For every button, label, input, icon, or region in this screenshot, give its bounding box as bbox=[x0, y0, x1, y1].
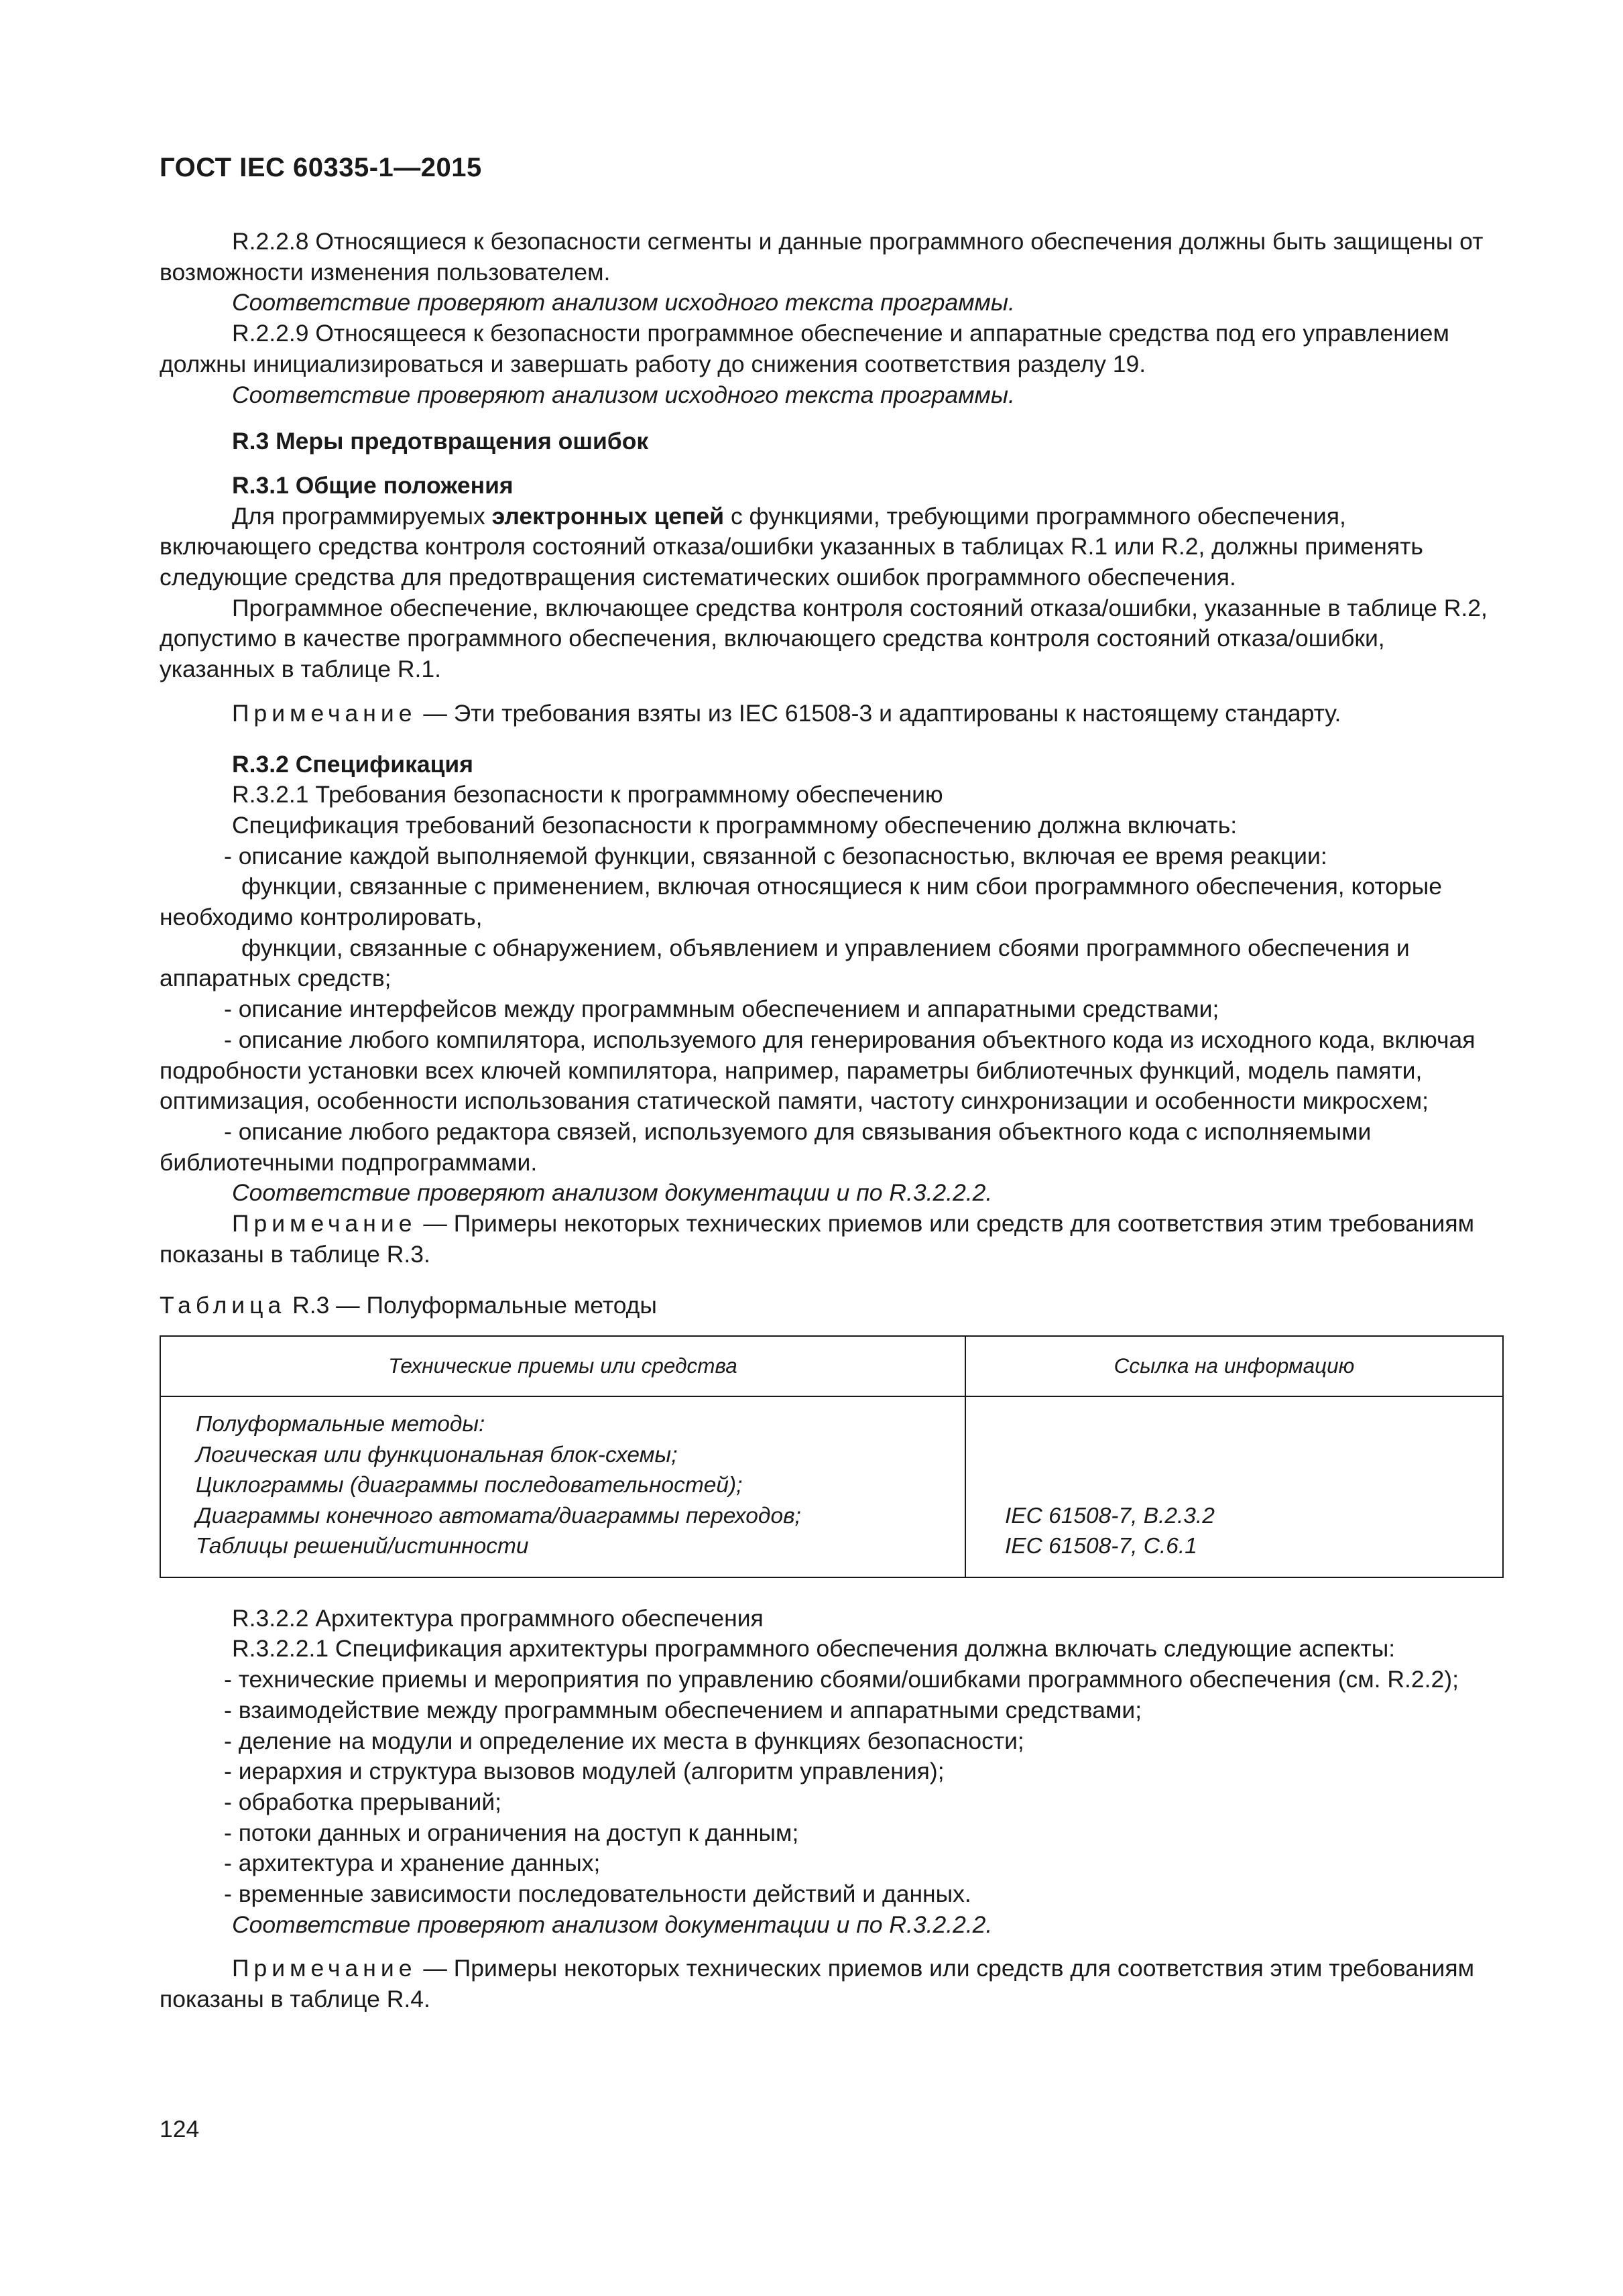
note-2 bbox=[160, 1209, 1504, 1270]
table-row bbox=[160, 1396, 1503, 1577]
paragraph-r3-2-2: R.3.2.2 Архитектура программного обеспечения bbox=[232, 1604, 764, 1632]
list-item: - обработка прерываний; bbox=[224, 1788, 502, 1815]
defined-term: электронных цепей bbox=[491, 502, 725, 530]
subsection-heading-r3-1: R.3.1 Общие положения bbox=[232, 471, 514, 499]
table-cell-reference bbox=[965, 1396, 1503, 1577]
list-item: - иерархия и структура вызовов модулей (алгоритм управления); bbox=[224, 1758, 945, 1785]
cell-line: IEC 61508-7, C.6.1 bbox=[1005, 1534, 1197, 1559]
list-item: - описание любого редактора связей, используемого для связывания объектного кода с исполняемыми библиотечными подпрограммами. bbox=[160, 1117, 1372, 1176]
paragraph-r2-2-8: R.2.2.8 Относящиеся к безопасности сегменты и данные программного обеспечения должны быть защищены от возможности изменения пользователем. bbox=[160, 228, 1484, 286]
paragraph-general-provisions bbox=[160, 501, 1504, 593]
list-item: - взаимодействие между программным обеспечением и аппаратными средствами; bbox=[224, 1696, 1142, 1724]
cell-line: Таблицы решений/истинности bbox=[196, 1534, 529, 1559]
table-cell-techniques bbox=[160, 1396, 965, 1577]
cell-line: Полуформальные методы: bbox=[196, 1412, 485, 1437]
list-item: - архитектура и хранение данных; bbox=[224, 1850, 601, 1877]
paragraph-r2-2-9: R.2.2.9 Относящееся к безопасности программное обеспечение и аппаратные средства под его управлением должны инициализироваться и завершать работу до снижения соответствия разделу 19. bbox=[160, 320, 1449, 377]
compliance-check-1: Соответствие проверяют анализом исходного текста программы. bbox=[232, 289, 1015, 316]
compliance-check-3: Соответствие проверяют анализом документации и по R.3.2.2.2. bbox=[232, 1179, 993, 1207]
cell-line: Логическая или функциональная блок-схемы; bbox=[196, 1442, 678, 1467]
note-1 bbox=[160, 699, 1504, 729]
dash-bullet: - bbox=[224, 1696, 239, 1724]
page-number: 124 bbox=[160, 2116, 200, 2142]
list-item: - временные зависимости последовательности действий и данных. bbox=[224, 1880, 971, 1908]
list-item: - описание любого компилятора, используемого для генерирования объектного кода из исходного кода, включая подробности установки всех ключей компилятора, например, параметры библиотечных функций, модель памяти, оптимизация, особенности использования статической памяти, частоту синхронизации и особенности микросхем; bbox=[160, 1026, 1476, 1115]
subsection-heading-r3-2: R.3.2 Спецификация bbox=[232, 750, 473, 778]
dash-bullet: - bbox=[224, 1788, 239, 1815]
dash-bullet: - bbox=[224, 1666, 239, 1693]
list-item: - описание интерфейсов между программным обеспечением и аппаратными средствами; bbox=[224, 995, 1219, 1023]
dash-bullet: - bbox=[224, 1880, 239, 1908]
cell-line: Диаграммы конечного автомата/диаграммы переходов; bbox=[196, 1503, 801, 1528]
paragraph-software-r2: Программное обеспечение, включающее средства контроля состояний отказа/ошибки, указанные в таблице R.2, допустимо в качестве программного обеспечения, включающего средства контроля состояний отказа/ошибки, указанных в таблице R.1. bbox=[160, 594, 1488, 683]
compliance-check-4: Соответствие проверяют анализом документации и по R.3.2.2.2. bbox=[232, 1911, 993, 1938]
note-label: Примечание bbox=[232, 699, 417, 727]
paragraph-spec-requirements: Спецификация требований безопасности к программному обеспечению должна включать: bbox=[232, 811, 1238, 839]
dash-bullet: - bbox=[224, 995, 239, 1023]
dash-bullet: - bbox=[224, 1850, 239, 1877]
cell-line: IEC 61508-7, B.2.3.2 bbox=[1005, 1503, 1215, 1528]
note-label: Примечание bbox=[232, 1955, 417, 1982]
cell-line bbox=[1005, 1440, 1502, 1471]
paragraph-r3-2-2-1: R.3.2.2.1 Спецификация архитектуры программного обеспечения должна включать следующие аспекты: bbox=[232, 1635, 1396, 1663]
note-text: — Эти требования взяты из IEC 61508-3 и адаптированы к настоящему стандарту. bbox=[416, 699, 1341, 727]
dash-bullet: - bbox=[224, 1117, 239, 1145]
list-item: - потоки данных и ограничения на доступ к данным; bbox=[224, 1819, 799, 1846]
note-text: — Примеры некоторых технических приемов или средств для соответствия этим требованиям показаны в таблице R.3. bbox=[160, 1210, 1474, 1268]
document-header: ГОСТ IEC 60335-1—2015 bbox=[160, 153, 482, 182]
note-label: Примечание bbox=[232, 1210, 417, 1237]
note-text: — Примеры некоторых технических приемов или средств для соответствия этим требованиям показаны в таблице R.4. bbox=[160, 1955, 1474, 2013]
cell-line: Циклограммы (диаграммы последовательностей); bbox=[196, 1473, 743, 1498]
note-3 bbox=[160, 1953, 1504, 2014]
compliance-check-2: Соответствие проверяют анализом исходного текста программы. bbox=[232, 381, 1015, 408]
dash-bullet: - bbox=[224, 1026, 239, 1053]
cell-line bbox=[1005, 1409, 1502, 1440]
paragraph-text-end: с функциями, требующими программного обеспечения, включающего средства контроля состояний отказа/ошибки указанных в таблицах R.1 или R.2, должны применять следующие средства для предотвращения систематических ошибок программного обеспечения. bbox=[160, 502, 1423, 591]
list-subitem: функции, связанные с применением, включая относящиеся к ним сбои программного обеспечения, которые необходимо контролировать, bbox=[160, 873, 1443, 931]
table-caption-text: R.3 — Полуформальные методы bbox=[286, 1291, 657, 1319]
dash-bullet: - bbox=[224, 1727, 239, 1754]
column-header-techniques: Технические приемы или средства bbox=[160, 1336, 965, 1396]
cell-line bbox=[1005, 1470, 1502, 1501]
table-caption-label: Таблица bbox=[160, 1291, 286, 1319]
document-body bbox=[160, 227, 1504, 2015]
architecture-aspects-list bbox=[160, 1665, 1504, 1910]
dash-bullet: - bbox=[224, 1819, 239, 1846]
table-caption bbox=[160, 1290, 1504, 1321]
paragraph-text-start: Для программируемых bbox=[232, 502, 492, 530]
list-item: - деление на модули и определение их места в функциях безопасности; bbox=[224, 1727, 1024, 1754]
table-r3 bbox=[160, 1335, 1504, 1578]
list-item: - описание каждой выполняемой функции, связанной с безопасностью, включая ее время реакции: bbox=[224, 842, 1327, 869]
dash-bullet: - bbox=[224, 842, 239, 869]
table-header-row bbox=[160, 1336, 1503, 1396]
paragraph-r3-2-1: R.3.2.1 Требования безопасности к программному обеспечению bbox=[232, 781, 943, 808]
list-item: - технические приемы и мероприятия по управлению сбоями/ошибками программного обеспечения (см. R.2.2); bbox=[224, 1666, 1459, 1693]
section-heading-r3: R.3 Меры предотвращения ошибок bbox=[232, 428, 649, 455]
dash-bullet: - bbox=[224, 1758, 239, 1785]
column-header-reference: Ссылка на информацию bbox=[965, 1336, 1503, 1396]
list-subitem: функции, связанные с обнаружением, объявлением и управлением сбоями программного обеспечения и аппаратных средств; bbox=[160, 934, 1410, 992]
